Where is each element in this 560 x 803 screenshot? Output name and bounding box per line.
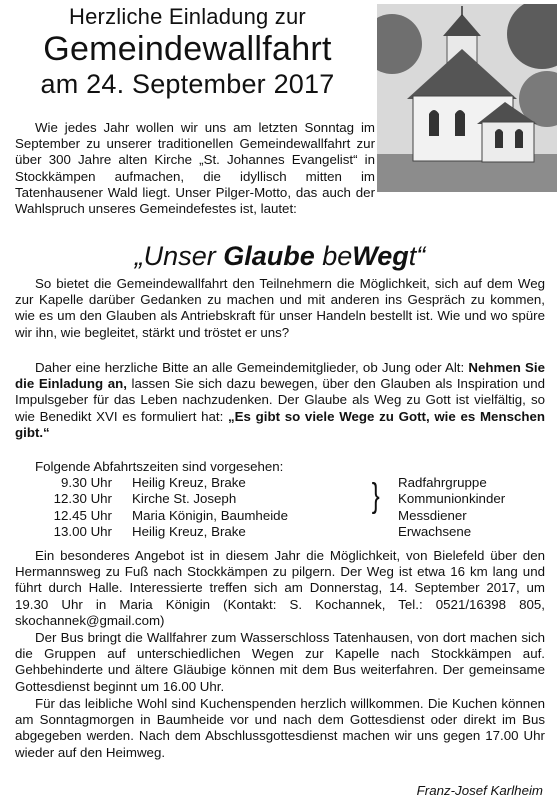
schedule-time: 12.45 Uhr [53, 507, 112, 523]
chapel-illustration [377, 4, 557, 192]
paragraph-pilgrimage: Ein besonderes Angebot ist in diesem Jahr die Möglichkeit, von Bielefeld über den Hermannsweg zu Fuß nach Stockkämpen zu pilgern. Der Weg ist etwa 16 km lang und führt durch Halle. Interessierte treffen sich am Donnerstag, 14. September 2017, um 19.30 Uhr in Maria Königin (Kontakt: S. Kochannek, Tel.: 0521/16398 805, skochannek@gmail.com) [15, 548, 545, 628]
schedule-row [15, 491, 545, 507]
schedule-group: Kommunionkinder [398, 491, 506, 507]
motto-end: t“ [408, 241, 426, 271]
header [0, 0, 375, 100]
schedule-row [15, 524, 545, 540]
schedule-row [15, 475, 545, 491]
request-quote: „Es gibt so viele Wege zu Gott, wie es Menschen gibt.“ [15, 408, 546, 440]
schedule-group: Radfahrgruppe [398, 475, 487, 491]
chapel-photo [377, 4, 557, 192]
schedule [15, 459, 545, 540]
schedule-intro [15, 459, 545, 475]
signature: Franz-Josef Karlheim [416, 783, 543, 798]
schedule-time: 9.30 Uhr [61, 475, 112, 491]
paragraph-cake: Für das leibliche Wohl sind Kuchenspenden herzlich willkommen. Die Kuchen können am Sonntagmorgen in Baumheide vor und nach dem Gottesdienst oder direkt im Bus abgegeben werden. Nach dem Abschlussgottesdienst machen wir uns gegen 17.00 Uhr wieder auf den Heimweg. [15, 696, 545, 760]
header-line-1: Herzliche Einladung zur [69, 4, 306, 29]
request-text-a: Daher eine herzliche Bitte an alle Gemeindemitglieder, ob Jung oder Alt: [35, 360, 469, 375]
motto-weg: Weg [352, 241, 409, 271]
schedule-group: Messdiener [398, 507, 467, 523]
header-date: am 24. September 2017 [40, 69, 335, 99]
request-bold-1: Nehmen Sie die Einladung an, [15, 360, 545, 392]
schedule-time: 12.30 Uhr [53, 491, 112, 507]
header-title: Gemeindewallfahrt [43, 30, 332, 68]
paragraph-request [15, 360, 545, 441]
paragraph-opportunity: So bietet die Gemeindewallfahrt den Teilnehmern die Möglichkeit, sich auf dem Weg zur Kapelle darüber Gedanken zu machen und mit anderen ins Gespräch zu kommen, wie es um den Glauben als Antriebskraft für unser Handeln bestellt ist. Wie und wo spüre wir ihn, wie begleitet, stärkt und tröstet er uns? [15, 276, 545, 340]
schedule-place: Heilig Kreuz, Brake [132, 475, 246, 491]
intro-paragraph: Wie jedes Jahr wollen wir uns am letzten Sonntag im September zu unserer traditionellen Gemeindewallfahrt zur über 300 Jahre alten Kirche „St. Johannes Evangelist“ in Stockkämpen aufmachen, die idyllisch mitten im Tatenhausener Wald liegt. Unser Pilger-Motto, das auch der Wahlspruch unseres Gemeindefestes ist, lautet: [15, 120, 375, 217]
motto-be: be [314, 241, 353, 271]
motto-open: „Unser [134, 241, 224, 271]
schedule-place: Kirche St. Joseph [132, 491, 237, 507]
schedule-time: 13.00 Uhr [53, 523, 112, 539]
schedule-place: Maria Königin, Baumheide [132, 507, 288, 523]
motto-glaube: Glaube [223, 241, 315, 271]
schedule-intro-text: Folgende Abfahrtszeiten sind vorgesehen: [35, 459, 284, 474]
schedule-place: Heilig Kreuz, Brake [132, 523, 246, 539]
schedule-group: Erwachsene [398, 523, 472, 539]
brace-icon: } [371, 477, 380, 515]
request-text-b: lassen Sie sich dazu bewegen, über den Glauben als Inspiration und Impulsgeber für das Leben nachzudenken. Der Glaube als Weg zu Gott ist vielfältig, so wie Benedikt XVI es formuliert hat: [15, 376, 545, 424]
motto [0, 240, 560, 272]
paragraph-bus: Der Bus bringt die Wallfahrer zum Wasserschloss Tatenhausen, von dort machen sich die Gruppen auf unterschiedlichen Wegen zur Kapelle nach Stockkämpen auf. Gehbehinderte und ältere Gläubige können mit dem Bus weiterfahren. Der gemeinsame Gottesdienst beginnt um 16.00 Uhr. [15, 630, 545, 694]
schedule-row [15, 508, 545, 524]
